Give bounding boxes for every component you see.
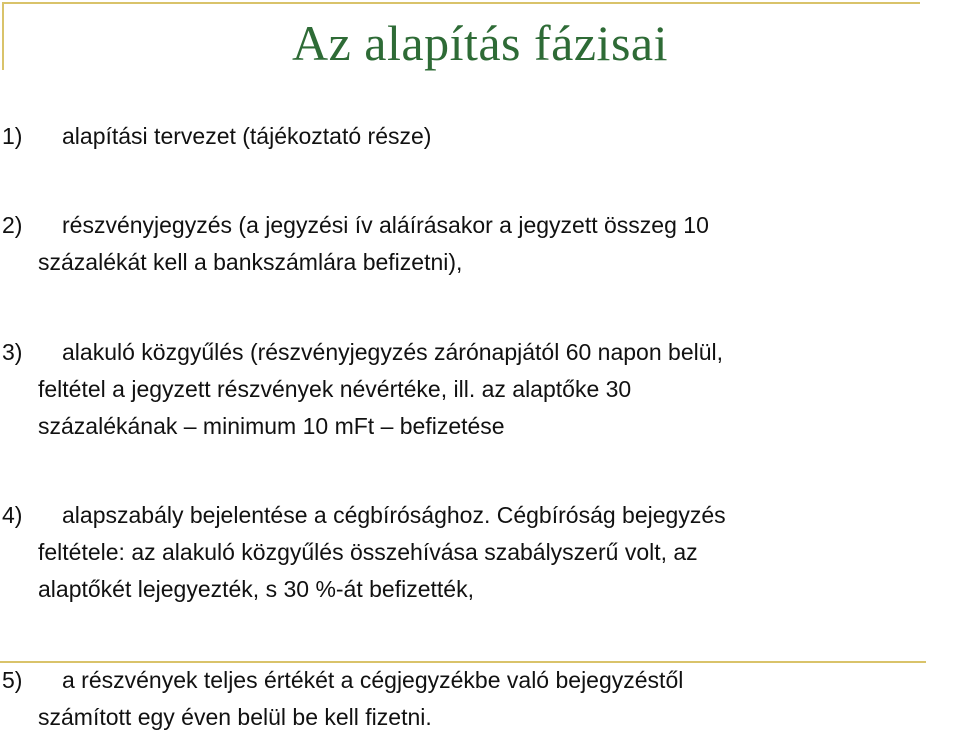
- list-item: [0, 497, 958, 608]
- list-item-text-line: feltétel a jegyzett részvények névértéke, ill. az alaptőke 30: [38, 376, 632, 402]
- list-item: [0, 207, 958, 281]
- list-item-text-line: a részvények teljes értékét a cégjegyzékbe való bejegyzéstől: [62, 667, 684, 693]
- list-item-text-line: alakuló közgyűlés (részvényjegyzés zárónapjától 60 napon belül,: [62, 339, 724, 365]
- list-item-text-line: feltétele: az alakuló közgyűlés összehívása szabályszerű volt, az: [38, 539, 698, 565]
- list-item-number: 2): [2, 212, 23, 238]
- list-item-number: 1): [2, 123, 23, 149]
- list-item-text-line: százalékát kell a bankszámlára befizetni),: [38, 249, 463, 275]
- list-item-text-line: alaptőkét lejegyezték, s 30 %-át befizették,: [38, 576, 474, 602]
- list-item-number: 4): [2, 502, 23, 528]
- list-item: [0, 662, 958, 736]
- list-item-text-line: alapítási tervezet (tájékoztató része): [62, 123, 432, 149]
- top-decorative-rule: [2, 2, 920, 4]
- list-item-text-line: számított egy éven belül be kell fizetni.: [38, 704, 432, 730]
- list-item-text-line: részvényjegyzés (a jegyzési ív aláírásakor a jegyzett összeg 10: [62, 212, 709, 238]
- list-item: [0, 334, 958, 445]
- list-item-number: 5): [2, 667, 23, 693]
- left-decorative-rule: [2, 2, 4, 70]
- list-item-number: 3): [2, 339, 23, 365]
- list-item-text-line: százalékának – minimum 10 mFt – befizetése: [38, 413, 505, 439]
- slide-title: Az alapítás fázisai: [292, 15, 668, 71]
- list-item: [0, 118, 958, 155]
- list-item-text-line: alapszabály bejelentése a cégbírósághoz. Cégbíróság bejegyzés: [62, 502, 726, 528]
